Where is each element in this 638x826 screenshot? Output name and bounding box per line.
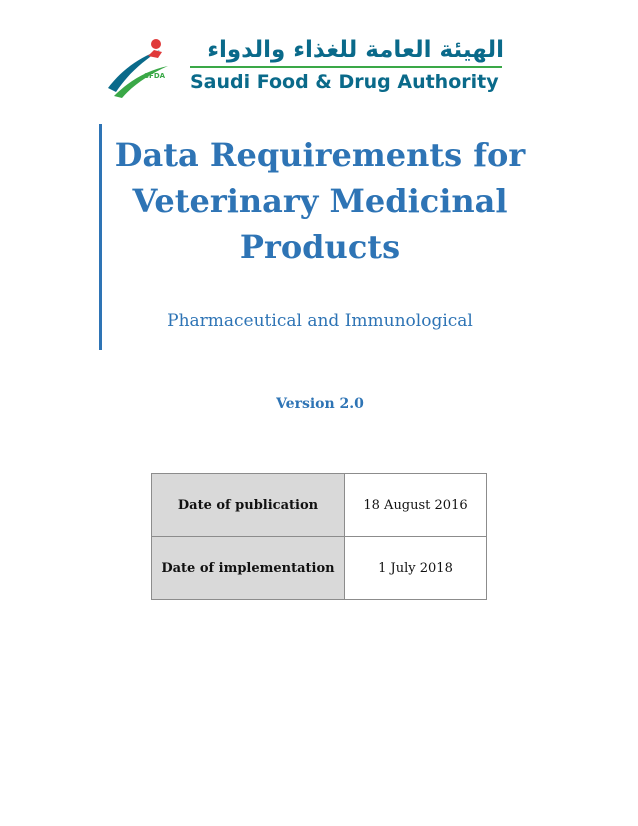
table-row — [152, 537, 487, 600]
sfda-logo — [104, 36, 504, 100]
document-subtitle: Pharmaceutical and Immunological — [167, 311, 473, 331]
document-title: Data Requirements for Veterinary Medicinal Products — [114, 136, 526, 266]
sfda-emblem-icon — [104, 36, 174, 100]
publication-date-label: Date of publication — [152, 474, 345, 537]
org-name-english: Saudi Food & Drug Authority — [190, 71, 499, 93]
implementation-date-value: 1 July 2018 — [345, 537, 487, 600]
org-name-arabic: الهيئة العامة للغذاء والدواء — [207, 37, 504, 63]
document-version: Version 2.0 — [276, 396, 364, 412]
title-accent-bar — [99, 124, 102, 350]
table-row — [152, 474, 487, 537]
logo-divider — [190, 66, 502, 68]
logo-mark-text: SFDA — [144, 72, 166, 80]
dates-table — [151, 473, 487, 600]
publication-date-value: 18 August 2016 — [345, 474, 487, 537]
implementation-date-label: Date of implementation — [152, 537, 345, 600]
